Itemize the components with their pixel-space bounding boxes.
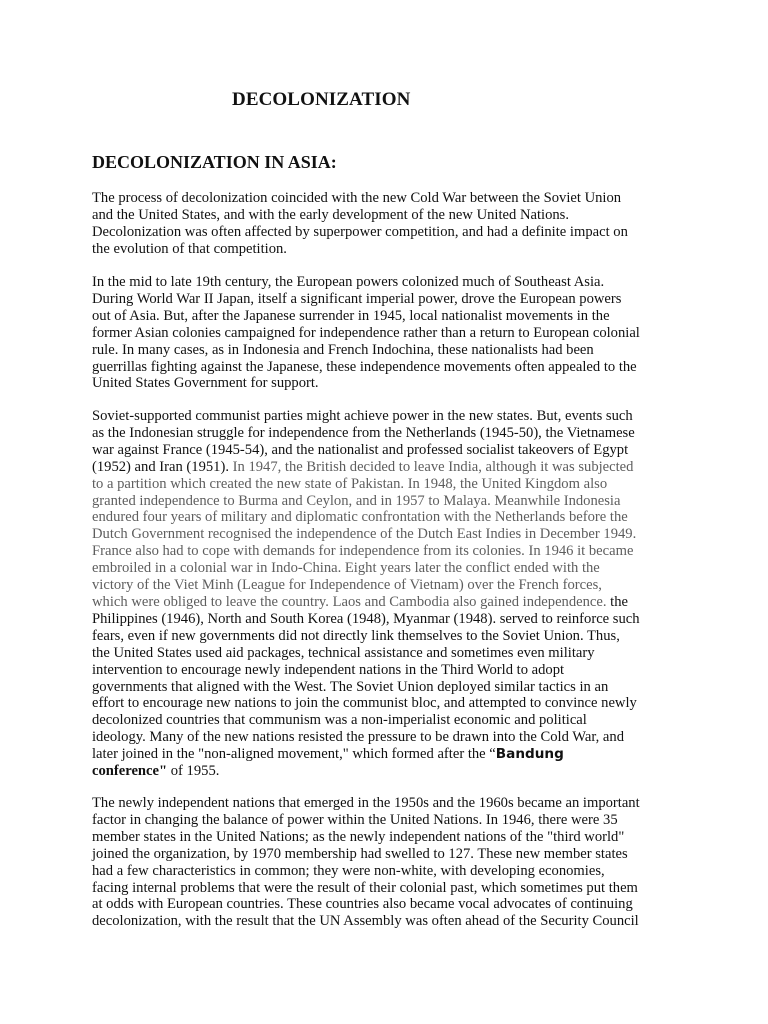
text-line: former Asian colonies campaigned for independence rather than a return to European colonial: [92, 324, 640, 341]
text-line: the evolution of that competition.: [92, 240, 287, 257]
text-line: United States Government for support.: [92, 375, 319, 392]
grey-text-line: endured four years of military and diplomatic confrontation with the Netherlands before the: [92, 509, 628, 526]
text-line: [92, 763, 682, 780]
paragraph-4: [92, 795, 682, 930]
text-line: governments that aligned with the West. The Soviet Union deployed similar tactics in an: [92, 678, 609, 695]
grey-text-line: granted independence to Burma and Ceylon, and in 1957 to Malaya. Meanwhile Indonesia: [92, 492, 621, 509]
grey-text-line: victory of the Viet Minh (League for Independence of Vietnam) over the French forces,: [92, 577, 602, 594]
text-line: guerrillas fighting against the Japanese, these independence movements often appealed to the: [92, 358, 637, 375]
text-run: later joined in the "non-aligned movement," which formed after the “: [92, 746, 496, 763]
text-line: Soviet-supported communist parties might achieve power in the new states. But, events such: [92, 408, 633, 424]
text-line: and the United States, and with the early development of the new United Nations.: [92, 206, 570, 223]
text-line: factor in changing the balance of power within the United Nations. In 1946, there were 35: [92, 811, 618, 828]
page-title: DECOLONIZATION: [232, 89, 411, 110]
text-line: rule. In many cases, as in Indonesia and French Indochina, these nationalists had been: [92, 341, 594, 358]
text-line: decolonized countries that communism was a non-imperialist economic and political: [92, 712, 587, 729]
text-run: (1952) and Iran (1951).: [92, 458, 229, 475]
grey-text-line: embroiled in a colonial war in Indo-China. Eight years later the conflict ended with the: [92, 560, 600, 577]
bandung-bold-text: Bandung: [495, 746, 564, 763]
text-line: Decolonization was often affected by superpower competition, and had a definite impact on: [92, 223, 628, 240]
grey-text-line: to a partition which created the new state of Pakistan. In 1948, the United Kingdom also: [92, 475, 608, 492]
paragraph-1: [92, 190, 682, 258]
text-line: [92, 594, 682, 611]
text-line: decolonization, with the result that the UN Assembly was often ahead of the Security Council: [92, 913, 639, 930]
grey-text-run: In 1947, the British decided to leave India, although it was subjected: [228, 458, 634, 475]
text-line: out of Asia. But, after the Japanese surrender in 1945, local nationalist movements in the: [92, 307, 610, 324]
text-line: The process of decolonization coincided with the new Cold War between the Soviet Union: [92, 190, 622, 206]
text-line: joined the organization, by 1970 membership had swelled to 127. These new member states: [92, 845, 628, 862]
text-line: In the mid to late 19th century, the European powers colonized much of Southeast Asia.: [92, 274, 605, 290]
text-line: [92, 459, 682, 476]
conference-bold-text: conference": [92, 763, 168, 780]
text-run: the: [606, 593, 629, 610]
paragraph-2: [92, 274, 682, 392]
text-line: [92, 746, 682, 763]
text-line: the United States used aid packages, technical assistance and sometimes even military: [92, 644, 595, 661]
text-line: effort to encourage new nations to join the communist bloc, and attempted to convince newly: [92, 695, 637, 712]
text-line: facing internal problems that were the result of their colonial past, which sometimes put them: [92, 879, 638, 896]
text-line: had a few characteristics in common; they were non-white, with developing economies,: [92, 862, 605, 879]
text-line: at odds with European countries. These countries also became vocal advocates of continuing: [92, 896, 633, 913]
text-line: member states in the United Nations; as the newly independent nations of the "third world": [92, 828, 625, 845]
text-run: of 1955.: [167, 763, 220, 780]
text-line: The newly independent nations that emerged in the 1950s and the 1960s became an important: [92, 795, 640, 811]
grey-text-run: which were obliged to leave the country. Laos and Cambodia also gained independence.: [92, 593, 607, 610]
text-line: war against France (1945-54), and the nationalist and professed socialist takeovers of Egypt: [92, 441, 629, 458]
text-line: as the Indonesian struggle for independence from the Netherlands (1945-50), the Vietnamese: [92, 424, 635, 441]
paragraph-3: [92, 408, 682, 780]
text-line: intervention to encourage newly independent nations in the Third World to adopt: [92, 661, 565, 678]
text-line: Philippines (1946), North and South Korea (1948), Myanmar (1948). served to reinforce such: [92, 610, 640, 627]
text-line: fears, even if new governments did not directly link themselves to the Soviet Union. Thus,: [92, 627, 620, 644]
text-line: ideology. Many of the new nations resisted the pressure to be drawn into the Cold War, and: [92, 729, 625, 746]
text-line: During World War II Japan, itself a significant imperial power, drove the European powers: [92, 290, 622, 307]
section-heading: DECOLONIZATION IN ASIA:: [92, 152, 337, 172]
grey-text-line: Dutch Government recognised the independence of the Dutch East Indies in December 1949.: [92, 526, 637, 543]
grey-text-line: France also had to cope with demands for independence from its colonies. In 1946 it became: [92, 543, 634, 560]
